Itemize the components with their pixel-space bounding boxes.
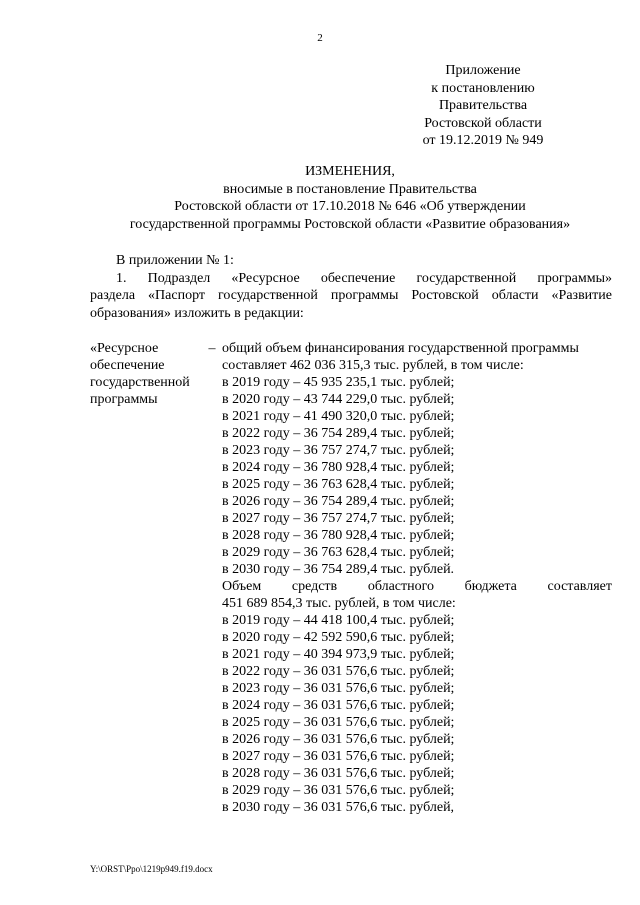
- appendix-line: Ростовской области: [424, 115, 542, 131]
- year-line: в 2021 году – 40 394 973,9 тыс. рублей;: [222, 647, 455, 662]
- appendix-line: к постановлению: [431, 80, 535, 96]
- regional-line: Объем средств областного бюджета составляет: [222, 579, 612, 594]
- page-number: 2: [317, 32, 323, 44]
- total-line: общий объем финансирования государственной программы: [222, 341, 579, 356]
- year-line: в 2029 году – 36 031 576,6 тыс. рублей;: [222, 783, 455, 798]
- year-line: в 2024 году – 36 031 576,6 тыс. рублей;: [222, 698, 455, 713]
- title-line: Ростовской области от 17.10.2018 № 646 «Об утверждении: [174, 199, 526, 214]
- year-line: в 2030 году – 36 754 289,4 тыс. рублей.: [222, 562, 455, 577]
- year-line: в 2027 году – 36 757 274,7 тыс. рублей;: [222, 511, 455, 526]
- year-line: в 2028 году – 36 031 576,6 тыс. рублей;: [222, 766, 455, 781]
- year-line: в 2023 году – 36 031 576,6 тыс. рублей;: [222, 681, 455, 696]
- appendix-line: от 19.12.2019 № 949: [422, 133, 544, 148]
- title-line: вносимые в постановление Правительства: [223, 181, 477, 197]
- document-title: [90, 163, 610, 233]
- year-line: в 2029 году – 36 763 628,4 тыс. рублей;: [222, 545, 455, 560]
- table-left-column: [90, 340, 210, 408]
- year-line: в 2022 году – 36 754 289,4 тыс. рублей;: [222, 426, 455, 441]
- year-line: в 2024 году – 36 780 928,4 тыс. рублей;: [222, 460, 455, 475]
- intro-paragraph-line: 1. Подраздел «Ресурсное обеспечение государственной программы»: [116, 270, 612, 286]
- left-column-line: «Ресурсное: [90, 341, 159, 356]
- intro-paragraph-line: образования» изложить в редакции:: [90, 305, 304, 321]
- regional-line: 451 689 854,3 тыс. рублей, в том числе:: [222, 596, 456, 611]
- appendix-heading: [383, 62, 583, 150]
- intro-paragraph-line: раздела «Паспорт государственной программы Ростовской области «Развитие: [90, 288, 612, 303]
- year-line: в 2028 году – 36 780 928,4 тыс. рублей;: [222, 528, 455, 543]
- intro-text: [90, 252, 612, 322]
- year-line: в 2019 году – 45 935 235,1 тыс. рублей;: [222, 375, 455, 390]
- year-line: в 2022 году – 36 031 576,6 тыс. рублей;: [222, 664, 455, 679]
- year-line: в 2026 году – 36 031 576,6 тыс. рублей;: [222, 732, 455, 747]
- year-line: в 2021 году – 41 490 320,0 тыс. рублей;: [222, 409, 455, 424]
- year-line: в 2027 году – 36 031 576,6 тыс. рублей;: [222, 749, 455, 764]
- year-line: в 2020 году – 43 744 229,0 тыс. рублей;: [222, 392, 455, 407]
- year-line: в 2030 году – 36 031 576,6 тыс. рублей,: [222, 800, 455, 815]
- year-line: в 2026 году – 36 754 289,4 тыс. рублей;: [222, 494, 455, 509]
- appendix-line: Приложение: [445, 63, 521, 78]
- appendix-line: Правительства: [438, 98, 528, 113]
- footer-file-path: Y:\ORST\Ppo\1219p949.f19.docx: [90, 864, 213, 874]
- table-dash: –: [208, 341, 216, 356]
- table-right-column: [222, 340, 612, 816]
- year-line: в 2023 году – 36 757 274,7 тыс. рублей;: [222, 443, 455, 458]
- total-line: составляет 462 036 315,3 тыс. рублей, в том числе:: [222, 358, 524, 373]
- left-column-line: обеспечение: [90, 358, 165, 373]
- year-line: в 2025 году – 36 031 576,6 тыс. рублей;: [222, 715, 455, 730]
- year-line: в 2019 году – 44 418 100,4 тыс. рублей;: [222, 613, 455, 628]
- left-column-line: программы: [90, 392, 158, 407]
- year-line: в 2020 году – 42 592 590,6 тыс. рублей;: [222, 630, 455, 645]
- year-line: в 2025 году – 36 763 628,4 тыс. рублей;: [222, 477, 455, 492]
- intro-line: В приложении № 1:: [116, 253, 234, 268]
- left-column-line: государственной: [90, 375, 190, 390]
- title-line: ИЗМЕНЕНИЯ,: [305, 164, 395, 179]
- title-line: государственной программы Ростовской области «Развитие образования»: [129, 216, 571, 232]
